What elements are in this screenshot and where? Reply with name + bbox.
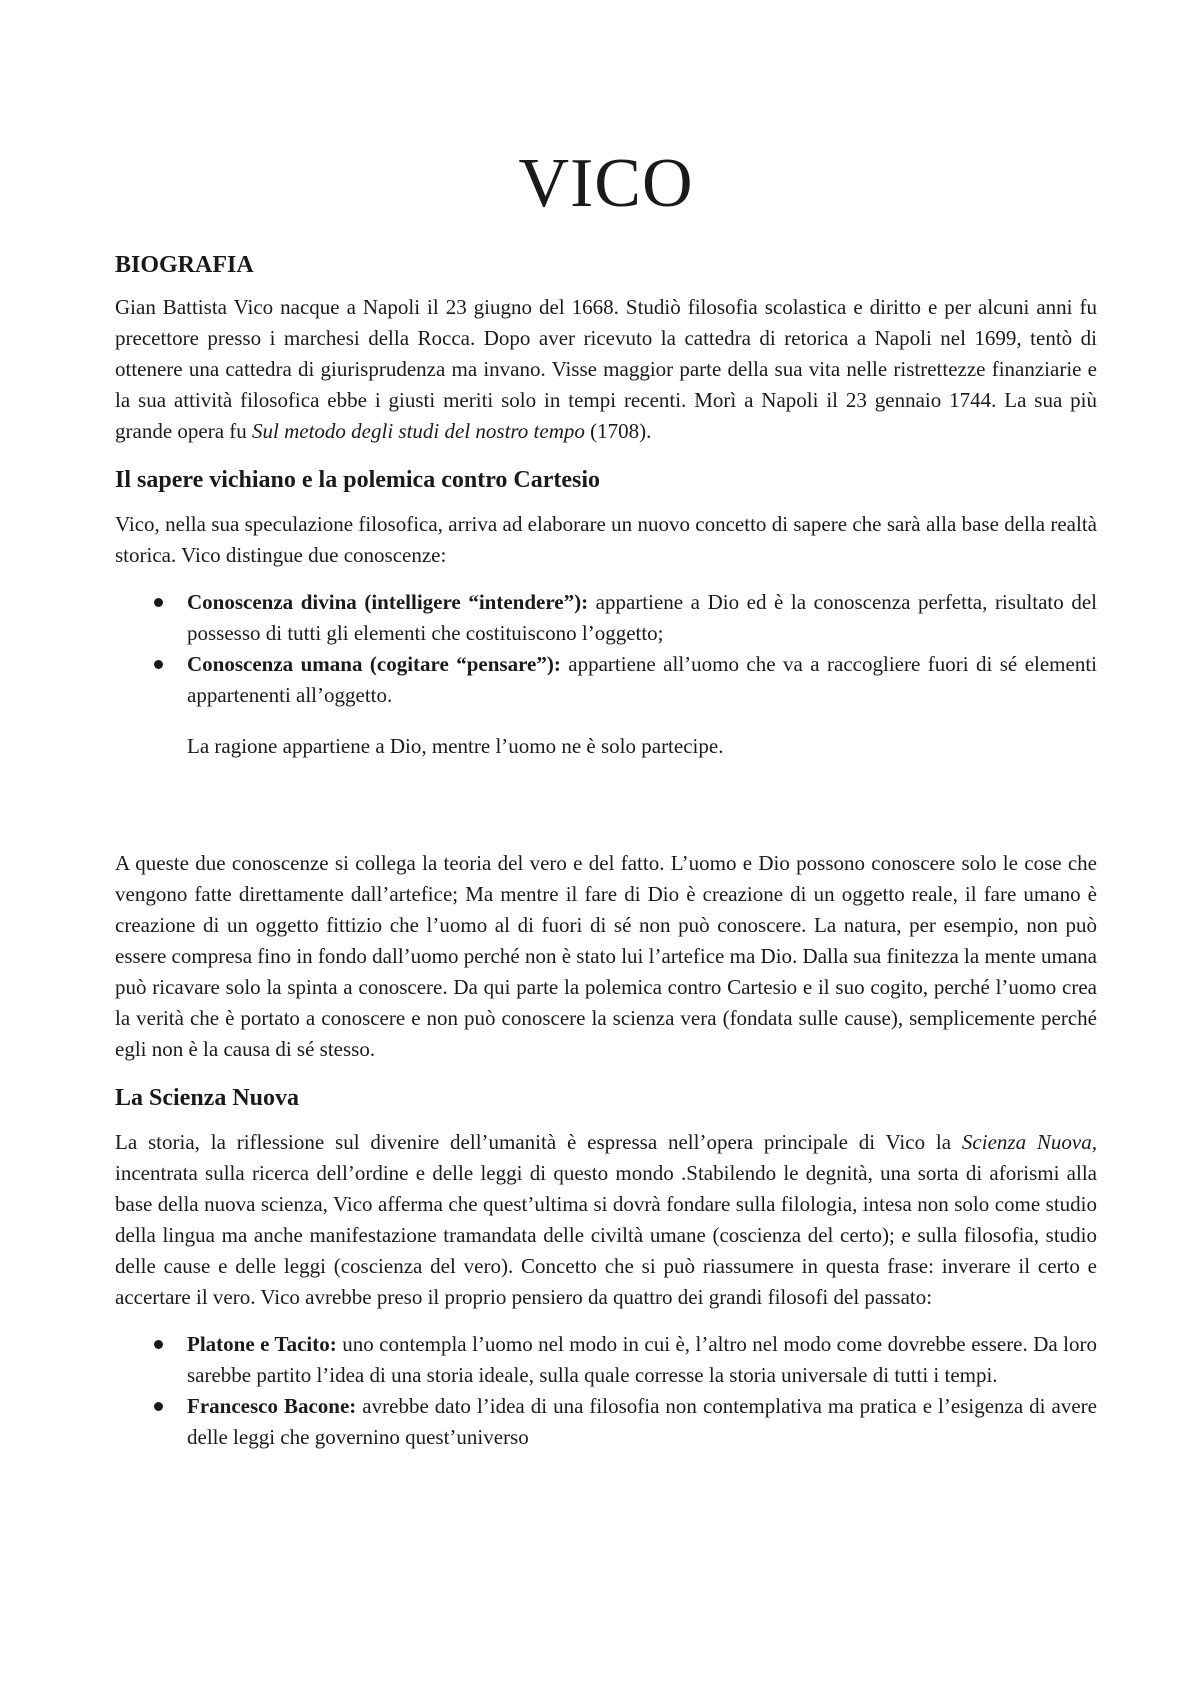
section-scienza-nuova [115,1081,1097,1453]
document-title: VICO [518,145,694,222]
item-text: appartiene a Dio ed è la conoscenza perfetta, risultato del possesso di tutti gli elementi che costituiscono l’oggetto; [187,590,1097,645]
paragraph-biografia [115,292,1097,447]
bullet-icon [154,1402,163,1411]
item-label: Francesco Bacone: [187,1394,357,1418]
paragraph-vero-fatto: A queste due conoscenze si collega la teoria del vero e del fatto. L’uomo e Dio possono conoscere solo le cose che vengono fatte direttamente dall’artefice; Ma mentre il fare di Dio è creazione di un oggetto reale, il fare umano è creazione di un oggetto fittizio che l’uomo al di fuori di sé non può conoscere. La natura, per esempio, non può essere compresa fino in fondo dall’uomo perché non è stato lui l’artefice ma Dio. Dalla sua finitezza la mente umana può ricavare solo la spinta a conoscere. Da qui parte la polemica contro Cartesio e il suo cogito, perché l’uomo crea la verità che è portato a conoscere e non può conoscere la scienza vera (fondata sulle cause), semplicemente perché egli non è la causa di sé stesso. [115,851,1097,1061]
item-label: Platone e Tacito: [187,1332,337,1356]
heading-scienza-nuova: La Scienza Nuova [115,1085,300,1111]
work-title-metodo: Sul metodo degli studi del nostro tempo [252,419,585,443]
scienza-text-rest: incentrata sulla ricerca dell’ordine e delle leggi di questo mondo .Stabilendo le degnità, una sorta di aforismi alla base della nuova scienza, Vico afferma che quest’ultima si dovrà fondare sulla filologia, intesa non solo come studio della lingua ma anche manifestazione tramandata delle civiltà umane (coscienza del certo); e sulla filosofia, studio delle cause e delle leggi (coscienza del vero). Concetto che si può riassumere in questa frase: inverare il certo e accertare il vero. Vico avrebbe preso il proprio pensiero da quattro dei grandi filosofi del passato: [115,1161,1097,1309]
item-label: Conoscenza umana (cogitare “pensare”): [187,652,561,676]
item-label: Conoscenza divina (intelligere “intendere”): [187,590,589,614]
list-item [187,1391,1097,1453]
item-text: appartiene all’uomo che va a raccogliere fuori di sé elementi appartenenti all’oggetto. [187,652,1097,707]
bullet-icon [154,598,163,607]
note-ragione: La ragione appartiene a Dio, mentre l’uomo ne è solo partecipe. [187,734,724,758]
list-item [187,587,1097,649]
paragraph-scienza [115,1127,1097,1313]
paragraph-sapere-intro: Vico, nella sua speculazione filosofica, arriva ad elaborare un nuovo concetto di sapere che sarà alla base della realtà storica. Vico distingue due conoscenze: [115,512,1097,567]
list-conoscenze [115,587,1097,711]
list-item [187,1329,1097,1391]
heading-sapere: Il sapere vichiano e la polemica contro Cartesio [115,467,601,493]
biografia-text: Gian Battista Vico nacque a Napoli il 23 giugno del 1668. Studiò filosofia scolastica e diritto e per alcuni anni fu precettore presso i marchesi della Rocca. Dopo aver ricevuto la cattedra di retorica a Napoli nel 1699, tentò di ottenere una cattedra di giurisprudenza ma invano. Visse maggior parte della sua vita nelle ristrettezze finanziarie e la sua attività filosofica ebbe i giusti meriti solo in tempi recenti. Morì a Napoli il 23 gennaio 1744. La sua più grande opera fu [115,295,1097,443]
bullet-icon [154,660,163,669]
list-filosofi [115,1329,1097,1453]
item-text: uno contempla l’uomo nel modo in cui è, l’altro nel modo come dovrebbe essere. Da loro sarebbe partito l’idea di una storia ideale, sulla quale corresse la storia universale di tutti i tempi. [187,1332,1097,1387]
scienza-text-start: La storia, la riflessione sul divenire dell’umanità è espressa nell’opera principale di Vico la [115,1130,962,1154]
biografia-text-end: (1708). [584,419,652,443]
item-text: avrebbe dato l’idea di una filosofia non contemplativa ma pratica e l’esigenza di avere delle leggi che governino quest’universo [187,1394,1097,1449]
bullet-icon [154,1340,163,1349]
work-title-scienza-nuova: Scienza Nuova, [961,1130,1097,1154]
section-sapere [115,463,1097,1065]
list-item [187,649,1097,711]
heading-biografia: BIOGRAFIA [115,252,254,278]
section-biografia [115,248,1097,447]
